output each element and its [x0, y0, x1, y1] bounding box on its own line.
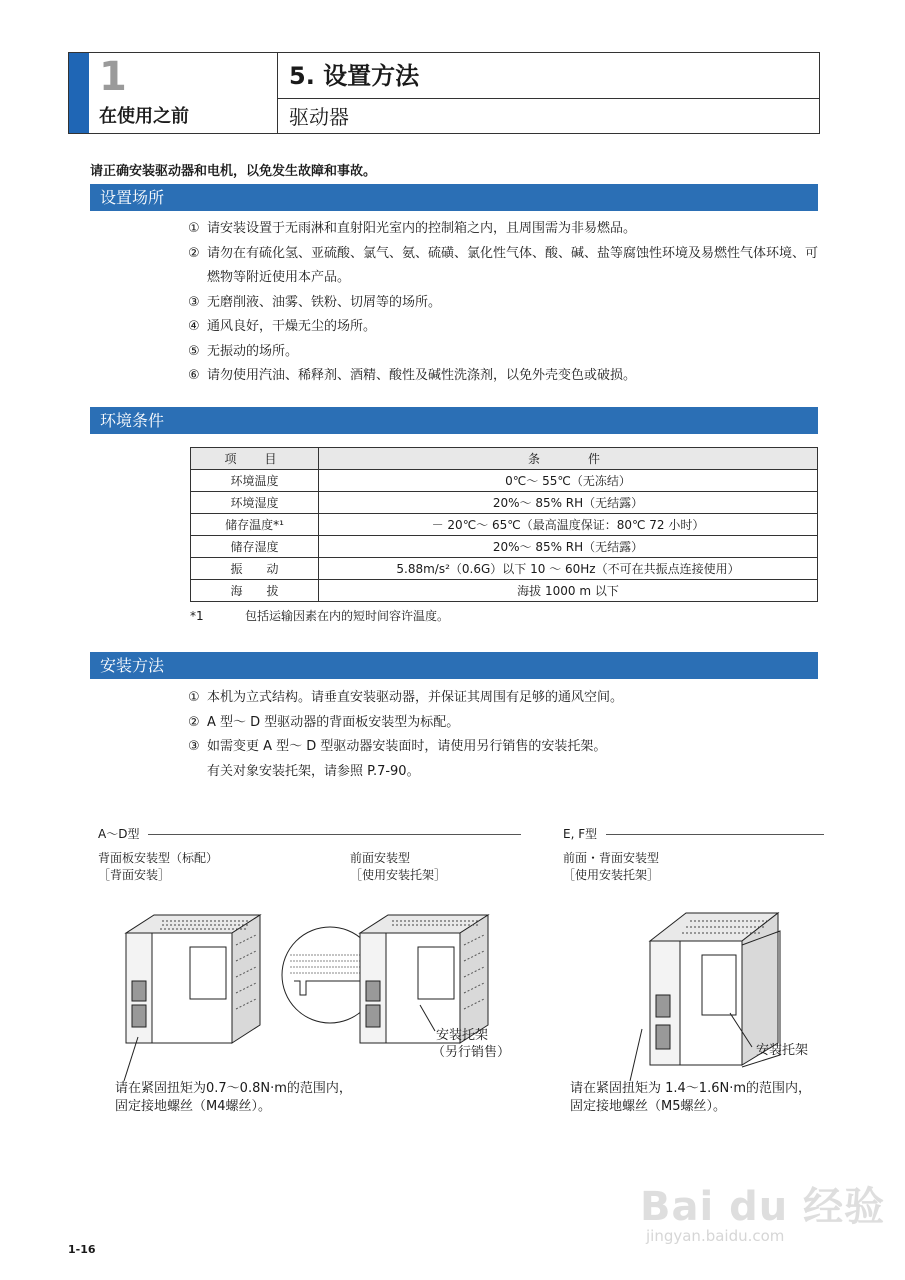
table-footnote: *1 包括运输因素在内的短时间容许温度。 [190, 609, 450, 623]
list-item: ② A 型～ D 型驱动器的背面板安装型为标配。 [188, 714, 460, 730]
watermark-url: jingyan.baidu.com [646, 1227, 785, 1245]
install-method-heading: 安装方法 [90, 652, 818, 679]
bracket-label-ef: 安装托架 [756, 1043, 809, 1058]
section-title: 5. 设置方法 [289, 62, 420, 90]
chapter-number: 1 [99, 54, 127, 100]
front-mount-sub: ［使用安装托架］ [350, 868, 447, 882]
table-row: 海 拔 海拔 1000 m 以下 [191, 580, 818, 602]
front-back-mount-label: 前面・背面安装型 [563, 851, 660, 865]
chapter-header [68, 52, 820, 134]
column-header: 条 件 [319, 448, 818, 470]
front-back-mount-sub: ［使用安装托架］ [563, 868, 660, 882]
table-row: 环境温度 0℃～ 55℃（无冻结） [191, 470, 818, 492]
list-item: ① 本机为立式结构。请垂直安装驱动器，并保证其周围有足够的通风空间。 [188, 690, 624, 705]
install-method-list [188, 686, 828, 784]
subsection-title: 驱动器 [289, 105, 349, 129]
back-mount-sub: ［背面安装］ [98, 868, 171, 882]
chapter-title: 在使用之前 [99, 106, 189, 127]
intro-text: 请正确安装驱动器和电机，以免发生故障和事故。 [90, 164, 377, 179]
torque-ad-line2: 固定接地螺丝（M4螺丝）。 [115, 1099, 271, 1114]
front-mount-label: 前面安装型 [350, 851, 411, 865]
list-item: ① 请安装设置于无雨淋和直射阳光室内的控制箱之内，且周围需为非易燃品。 [188, 221, 637, 236]
environment-table [190, 447, 818, 602]
list-item: ④ 通风良好，干燥无尘的场所。 [188, 319, 377, 334]
torque-ad-line1: 请在紧固扭矩为0.7～0.8N·m的范围内， [115, 1081, 352, 1096]
list-item: ② 请勿在有硫化氢、亚硫酸、氯气、氨、硫磺、氯化性气体、酸、碱、盐等腐蚀性环境及易燃性气体环境、可燃物等附近使用本产品。 [188, 245, 819, 285]
back-mount-label: 背面板安装型（标配） [98, 851, 219, 865]
watermark [640, 1175, 886, 1245]
driver-back-mount-drawing [126, 915, 260, 1043]
table-row: 振 动 5.88m/s²（0.6G）以下 10 ～ 60Hz（不可在共振点连接使用） [191, 558, 818, 580]
figure-ad-type: A～D型 [98, 827, 140, 841]
list-item: ⑤ 无振动的场所。 [188, 343, 299, 359]
table-header-row [191, 448, 818, 470]
install-location-heading: 设置场所 [90, 184, 818, 211]
torque-ef-line2: 固定接地螺丝（M5螺丝）。 [570, 1099, 726, 1114]
driver-front-mount-drawing [360, 915, 488, 1043]
bracket-label: 安装托架 [436, 1028, 489, 1043]
list-item: ③ 无磨削液、油雾、铁粉、切屑等的场所。 [188, 294, 442, 310]
table-row: 环境湿度 20%～ 85% RH（无结露） [191, 492, 818, 514]
figure-ef-type: E, F型 [563, 827, 598, 841]
environment-heading: 环境条件 [90, 407, 818, 434]
table-row: 储存温度*¹ － 20℃～ 65℃（最高温度保证：80℃ 72 小时） [191, 514, 818, 536]
torque-ef-line1: 请在紧固扭矩为 1.4～1.6N·m的范围内， [570, 1081, 812, 1096]
column-header: 项 目 [191, 448, 319, 470]
table-row: 储存湿度 20%～ 85% RH（无结露） [191, 536, 818, 558]
chapter-color-bar [69, 53, 89, 133]
list-item: 有关对象安装托架，请参照 P.7-90。 [207, 763, 420, 779]
list-item: ⑥ 请勿使用汽油、稀释剂、酒精、酸性及碱性洗涤剂，以免外壳变色或破损。 [188, 368, 637, 383]
watermark-brand: Bai du 经验 [640, 1184, 886, 1230]
install-location-list [188, 217, 828, 389]
page-number: 1-16 [68, 1243, 96, 1256]
list-item: ③ 如需变更 A 型～ D 型驱动器安装面时，请使用另行销售的安装托架。 [188, 739, 607, 754]
bracket-sold-separately: （另行销售） [432, 1045, 511, 1060]
